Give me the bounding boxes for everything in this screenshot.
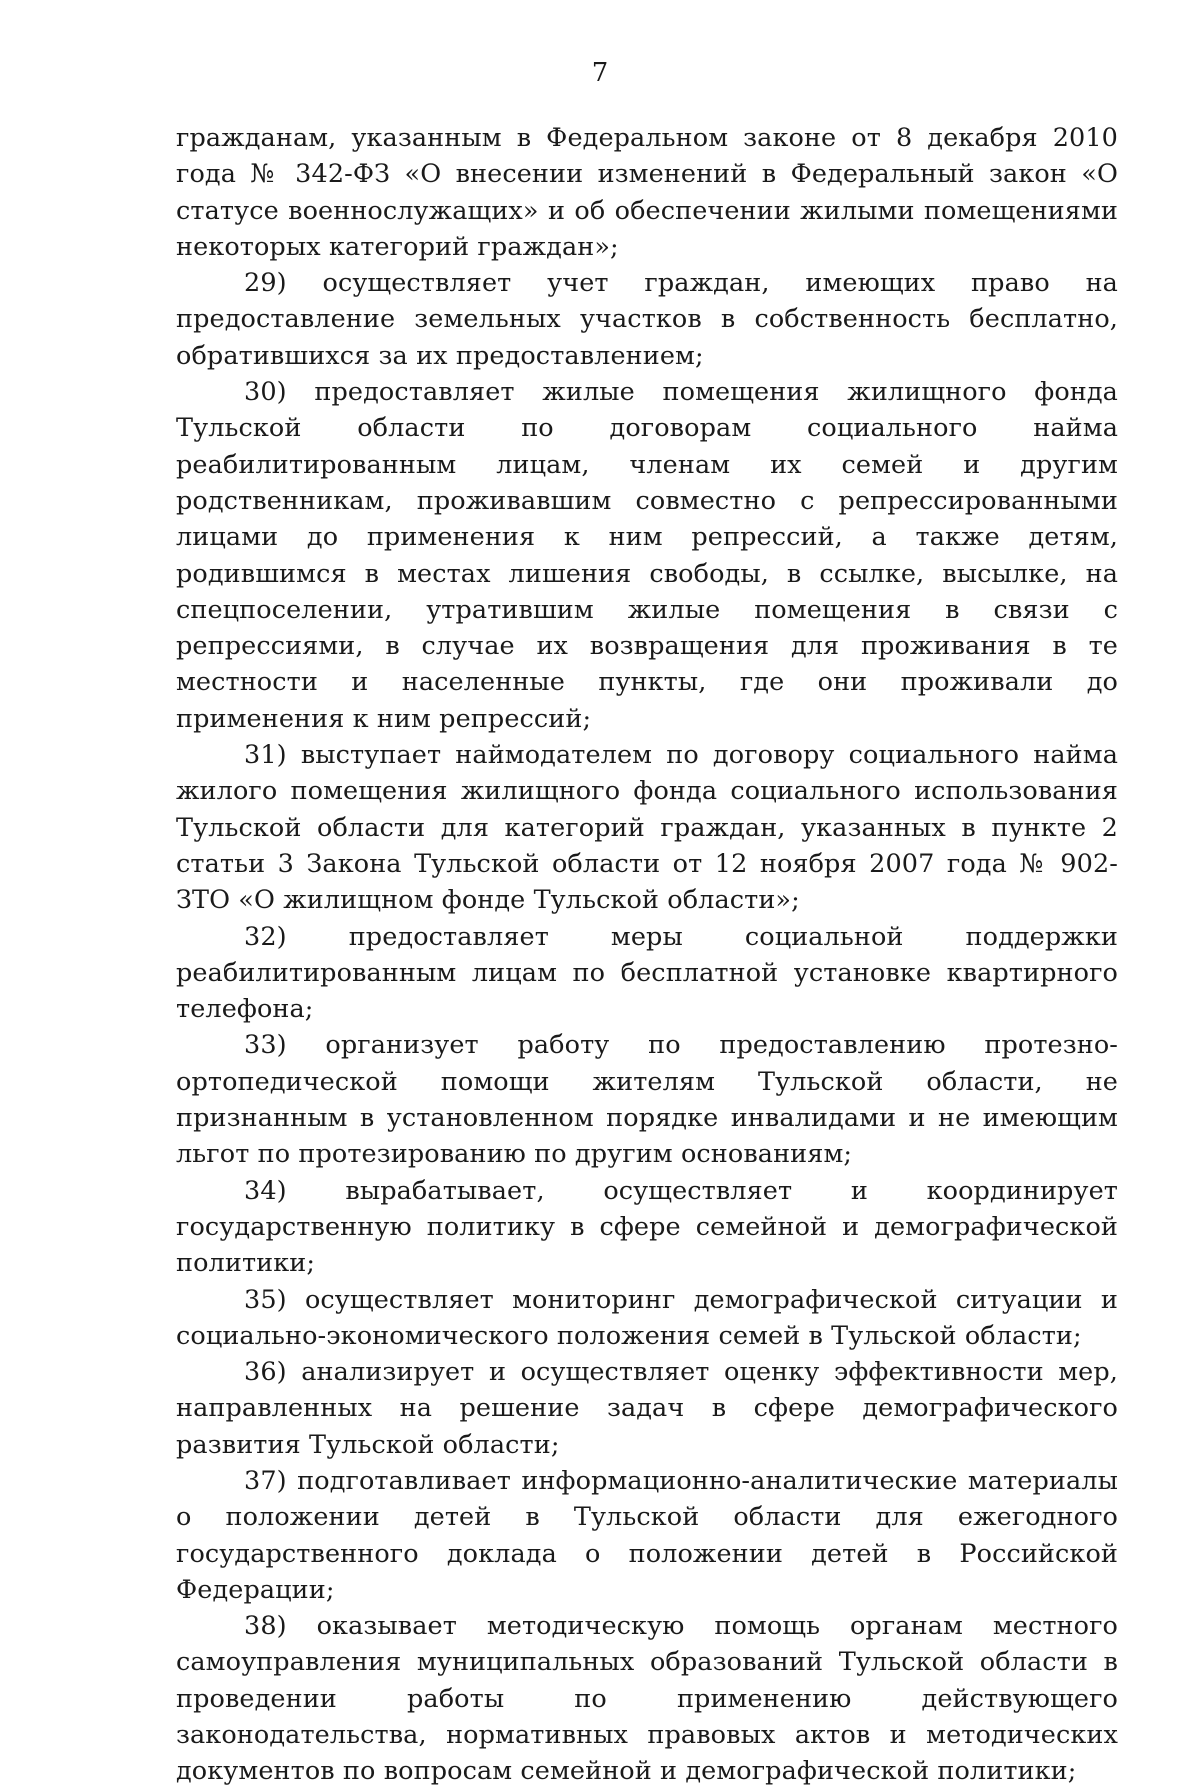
paragraph-item-32: 32) предоставляет меры социальной поддержки реабилитированным лицам по бесплатной установке квартирного телефона; bbox=[176, 921, 1118, 1025]
paragraph-item-36: 36) анализирует и осуществляет оценку эффективности мер, направленных на решение задач в сфере демографического развития Тульской области; bbox=[176, 1357, 1118, 1460]
paragraph-item-38: 38) оказывает методическую помощь органам местного самоуправления муниципальных образований Тульской области в проведении работы по применению действующего законодательства, нормативных правовых актов и методических документов по вопросам семейной и демографической политики; bbox=[176, 1611, 1118, 1787]
paragraph-item-34: 34) вырабатывает, осуществляет и координирует государственную политику в сфере семейной и демографической политики; bbox=[176, 1175, 1118, 1279]
paragraph-item-31: 31) выступает наймодателем по договору социального найма жилого помещения жилищного фонда социального использования Тульской области для категорий граждан, указанных в пункте 2 статьи 3 Закона Тульской области от 12 ноября 2007 года № 902-ЗТО «О жилищном фонде Тульской области»; bbox=[176, 740, 1118, 916]
paragraph-item-33: 33) организует работу по предоставлению протезно-ортопедической помощи жителям Тульской области, не признанным в установленном порядке инвалидами и не имеющим льгот по протезированию по другим основаниям; bbox=[176, 1030, 1118, 1170]
paragraph-item-35: 35) осуществляет мониторинг демографической ситуации и социально-экономического положения семей в Тульской области; bbox=[176, 1284, 1118, 1351]
paragraph-continuation: гражданам, указанным в Федеральном законе от 8 декабря 2010 года № 342-ФЗ «О внесении изменений в Федеральный закон «О статусе военнослужащих» и об обеспечении жилыми помещениями некоторых категорий граждан»; bbox=[176, 123, 1118, 262]
document-body bbox=[176, 120, 1118, 1790]
page-number: 7 bbox=[591, 58, 609, 88]
paragraph-item-37: 37) подготавливает информационно-аналитические материалы о положении детей в Тульской области для ежегодного государственного доклада о положении детей в Российской Федерации; bbox=[176, 1465, 1118, 1605]
paragraph-item-29: 29) осуществляет учет граждан, имеющих право на предоставление земельных участков в собственность бесплатно, обратившихся за их предоставлением; bbox=[176, 268, 1118, 371]
paragraph-item-30: 30) предоставляет жилые помещения жилищного фонда Тульской области по договорам социального найма реабилитированным лицам, членам их семей и другим родственникам, проживавшим совместно с репрессированными лицами до применения к ним репрессий, а также детям, родившимся в местах лишения свободы, в ссылке, высылке, на спецпоселении, утратившим жилые помещения в связи с репрессиями, в случае их возвращения для проживания в те местности и населенные пункты, где они проживали до применения к ним репрессий; bbox=[176, 377, 1118, 734]
